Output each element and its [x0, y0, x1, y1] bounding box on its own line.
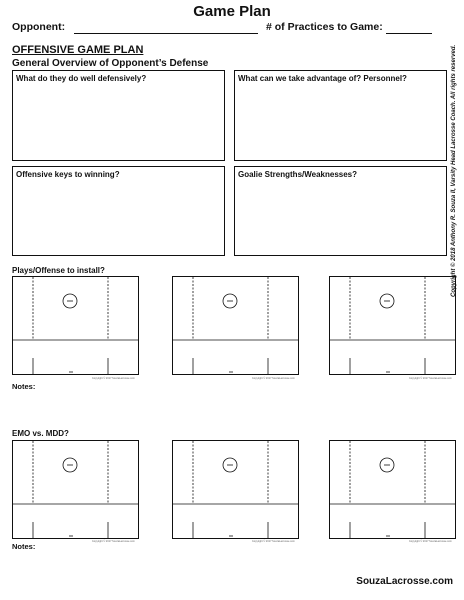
goalie-box[interactable]: [234, 166, 447, 256]
field-copyright: Copyright © 2017 SouzaLacrosse.com: [252, 377, 295, 380]
notes-label: Notes:: [12, 542, 36, 551]
field-boundary: [173, 441, 299, 539]
field-diagram[interactable]: [12, 440, 139, 539]
practices-field[interactable]: [386, 33, 432, 34]
advantage-label: What can we take advantage of? Personnel?: [238, 74, 407, 83]
field-copyright: Copyright © 2017 SouzaLacrosse.com: [92, 377, 135, 380]
offensive-keys-label: Offensive keys to winning?: [16, 170, 120, 179]
field-svg: [329, 276, 456, 375]
field-copyright: Copyright © 2017 SouzaLacrosse.com: [252, 540, 295, 543]
field-boundary: [330, 277, 456, 375]
field-svg: [172, 440, 299, 539]
overview-subheading: General Overview of Opponent’s Defense: [12, 58, 209, 69]
offensive-heading: OFFENSIVE GAME PLAN: [12, 44, 144, 56]
page-title: Game Plan: [193, 3, 271, 20]
field-copyright: Copyright © 2017 SouzaLacrosse.com: [409, 377, 452, 380]
field-svg: [12, 440, 139, 539]
opponent-field[interactable]: [74, 33, 258, 34]
field-diagram[interactable]: [329, 440, 456, 539]
field-copyright: Copyright © 2017 SouzaLacrosse.com: [409, 540, 452, 543]
field-diagram[interactable]: [329, 276, 456, 375]
practices-label: # of Practices to Game:: [266, 21, 383, 33]
field-boundary: [13, 277, 139, 375]
emo-label: EMO vs. MDD?: [12, 429, 69, 438]
field-diagram[interactable]: [172, 276, 299, 375]
field-diagram[interactable]: [12, 276, 139, 375]
field-svg: [172, 276, 299, 375]
field-svg: [12, 276, 139, 375]
field-boundary: [330, 441, 456, 539]
advantage-box[interactable]: [234, 70, 447, 161]
defense-strengths-box[interactable]: [12, 70, 225, 161]
site-name: SouzaLacrosse.com: [356, 576, 453, 587]
field-boundary: [173, 277, 299, 375]
opponent-label: Opponent:: [12, 21, 66, 33]
vertical-copyright: Copyright © 2018 Anthony R. Souza II, Varsity Head Lacrosse Coach. All rights reserved.: [451, 44, 457, 297]
field-svg: [329, 440, 456, 539]
offensive-keys-box[interactable]: [12, 166, 225, 256]
notes-label: Notes:: [12, 382, 36, 391]
goalie-label: Goalie Strengths/Weaknesses?: [238, 170, 358, 179]
defense-strengths-label: What do they do well defensively?: [16, 74, 147, 83]
plays-label: Plays/Offense to install?: [12, 266, 105, 275]
field-diagram[interactable]: [172, 440, 299, 539]
field-boundary: [13, 441, 139, 539]
field-copyright: Copyright © 2017 SouzaLacrosse.com: [92, 540, 135, 543]
